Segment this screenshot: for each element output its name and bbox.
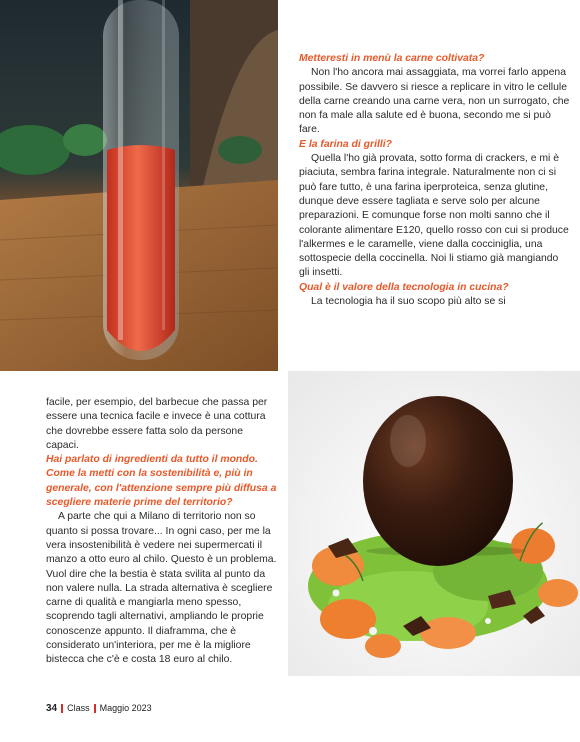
question-cricket-flour: E la farina di grilli?: [299, 138, 392, 150]
answer-technology-continued: facile, per esempio, del barbecue che passa per essere una tecnica facile e invece è una cottura che dovrebbe essere fatta solo da persone capaci.: [46, 397, 268, 451]
question-sustainability: Hai parlato di ingredienti da tutto il mondo. Come la metti con la sostenibilità e, più in generale, con l'attenzione sempre più diffusa a scegliere materie prime del territorio?: [46, 454, 277, 509]
left-column-text: [46, 396, 278, 668]
right-column-text: [299, 52, 571, 309]
chocolate-dessert-photo: [288, 371, 580, 676]
issue-date: Maggio 2023: [99, 703, 152, 713]
test-tube-photo: [0, 0, 278, 371]
page-footer: [46, 703, 152, 714]
answer-cultured-meat: Non l'ho ancora mai assaggiata, ma vorrei farlo appena possibile. Se davvero si riesce a replicare in vitro le cellule della carne creando una carne vera, non un surrogato, che non fa male alla salute ed è buona, secondo me si può fare.: [299, 67, 570, 136]
answer-technology-start: La tecnologia ha il suo scopo più alto se si: [311, 296, 506, 308]
answer-cricket-flour: Quella l'ho già provata, sotto forma di crackers, e mi è piaciuta, sembra farina integrale. Naturalmente non ci si può fare tutto, è una farina iperproteica, senza glutine, dunque deve essere tagliata e serve solo per alcune preparazioni. E comunque forse non molti sanno che il colorante alimentare E120, quello rosso con cui si produce l'alkermes e le caramelle, viene dalla cocciniglia, una sottospecie della coccinella. Noi li stiamo già mangiando gli insetti.: [299, 153, 569, 279]
question-cultured-meat: Metteresti in menù la carne coltivata?: [299, 53, 485, 64]
footer-divider: [61, 704, 63, 713]
magazine-name: Class: [67, 703, 90, 713]
footer-divider: [94, 704, 96, 713]
question-technology: Qual è il valore della tecnologia in cucina?: [299, 281, 509, 293]
answer-sustainability: A parte che qui a Milano di territorio non so quanto si possa trovare... In ogni caso, per me la vera insostenibilità è vedere nei supermercati il manzo a otto euro al chilo. Questo è un problema. Vuol dire che la bestia è stata svilita al punto da non valere nulla. La strada alternativa è scegliere carne di qualità e mangiarla meno spesso, scoprendo tagli alternativi, ampliando le proprie conoscenze appunto. Il diaframma, che è considerato un'interiora, per me è la migliore bistecca che c'è e costa 18 euro al chilo.: [46, 511, 277, 666]
page-number: 34: [46, 703, 58, 714]
